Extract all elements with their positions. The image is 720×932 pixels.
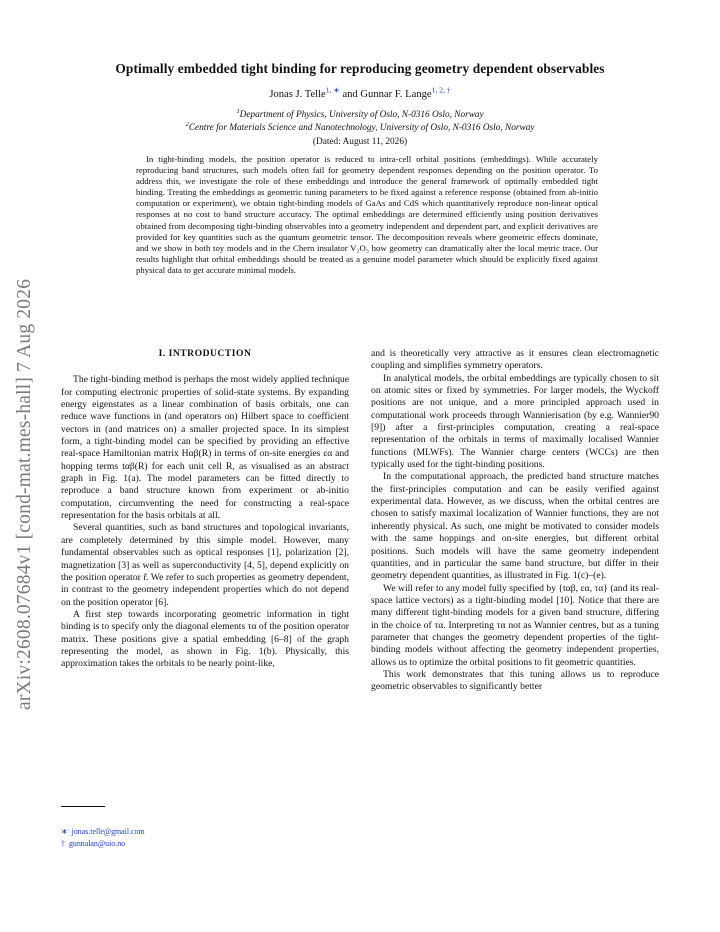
paragraph: In analytical models, the orbital embeddings are typically chosen to sit on atomic sites or fixed by symmetries. For larger models, the Wyckoff positions are not unique, and a more principled approach used in computational work proceeds through Wannierisation (by e.g. Wannier90 [9]) after a first-principles computation, creating a real-space representation of the orbitals in terms of maximally localised Wannier functions (MLWFs). The Wannier charge centers (WCCs) are then typically used for the tight-binding positions. xyxy=(371,372,659,471)
dated-line: (Dated: August 11, 2026) xyxy=(312,137,408,147)
footnote xyxy=(61,839,125,848)
paragraph: We will refer to any model fully specified by {tαβ, εα, τα} (and its real-space lattice vectors) as a tight-binding model [10]. Notice that there are many different tight-binding models for a given band structure, differing in the choice of τα. Interpreting τα not as Wannier centres, but as a tuning parameter that changes the geometry dependent properties of the tight-binding models without affecting the geometry independent properties, allows us to optimize the orbital positions to fit geometric quantities. xyxy=(371,582,659,668)
paper-title: Optimally embedded tight binding for reproducing geometry dependent observables xyxy=(115,61,605,76)
left-column xyxy=(61,348,349,671)
email-link[interactable]: jonas.telle@gmail.com xyxy=(71,827,145,836)
affiliation-mark: 1 xyxy=(236,107,240,115)
author-name: Gunnar F. Lange xyxy=(360,89,432,100)
author-name: Jonas J. Telle xyxy=(269,89,326,100)
footnote xyxy=(61,827,145,836)
authors-joiner: and xyxy=(342,89,358,100)
paragraph: This work demonstrates that this tuning allows us to reproduce geometric observables to significantly better xyxy=(371,668,659,693)
affiliation xyxy=(0,122,720,134)
footnote-rule xyxy=(61,806,105,807)
affiliation xyxy=(0,109,720,121)
paragraph: and is theoretically very attractive as it ensures clean electromagnetic coupling and simplifies symmetry operators. xyxy=(371,348,659,372)
paragraph: A first step towards incorporating geometric information in tight binding is to specify only the diagonal elements τα of the position operator matrix. These positions give a spatial embedding [6–8] of the graph representing the model, as shown in Fig. 1(b). Physically, this approximation takes the orbitals to be nearly point-like, xyxy=(61,608,349,670)
abstract: In tight-binding models, the position operator is reduced to intra-cell orbital positions (embeddings). While accurately reproducing band structures, such models often fail for geometry dependent responses depending on the position operator. To address this, we investigate the role of these embeddings and introduce the general framework of optimally embedded tight binding. Treating the embeddings as geometric tuning parameters to be fixed against a reference response (obtained from ab-initio computation or experiment), we obtain tight-binding models of GaAs and CdS which quantitatively reproduce non-linear optical responses at no cost to band structure accuracy. The optimal embeddings are determined efficiently using position derivatives obtained from decomposing tight-binding observables into a geometry independent and dependent part, and explicit derivatives are provided for key quantities such as the quantum geometric tensor. The decomposition reveals where geometric effects dominate, and we show in both toy models and in the Chern insulator V₂O₃ how geometry can dramatically alter the local metric trace. Our results highlight that orbital embeddings should be treated as a genuine model parameter which should be explicitly fixed against physical data to get accurate minimal models. xyxy=(136,154,598,275)
affiliation-text: Centre for Materials Science and Nanotechnology, University of Oslo, N-0316 Oslo, Norway xyxy=(188,123,535,133)
affiliation-text: Department of Physics, University of Oslo, N-0316 Oslo, Norway xyxy=(239,110,484,120)
author-marks: 1, 2, † xyxy=(431,85,451,95)
right-column xyxy=(371,348,659,694)
footnote-mark: ∗ xyxy=(61,827,68,836)
author-marks: 1, ∗ xyxy=(325,85,340,95)
section-heading: I. INTRODUCTION xyxy=(158,348,252,359)
paragraph: Several quantities, such as band structures and topological invariants, are completely determined by this simple model. However, many fundamental observables such as optical responses [1], polarization [2], magnetization [3] as well as superconductivity [4, 5], depend explicitly on the position operator r̂. We refer to such properties as geometry dependent, in contrast to the geometry independent properties which do not depend on the position operator [6]. xyxy=(61,522,349,608)
affiliation-mark: 2 xyxy=(185,120,189,128)
paragraph: The tight-binding method is perhaps the most widely applied technique for computing electronic properties of solid-state systems. By expanding energy eigenstates as a linear combination of basis orbitals, one can reduce wave functions in (and operators on) Hilbert space to coefficient vectors in (and matrices on) a smaller projected space. In its simplest form, a tight-binding model can be specified by providing an effective real-space Hamiltonian matrix Hαβ(R) in terms of on-site energies εα and hopping terms tαβ(R) for each unit cell R, as visualised as an abstract graph in Fig. 1(a). The model parameters can be fitted directly to reproduce a band structure known from experiment or ab-initio computation, circumventing the need for constructing a real-space representation for the basis orbitals at all. xyxy=(61,374,349,522)
paragraph: In the computational approach, the predicted band structure matches the first-principles computation and can be easily verified against experimental data. However, as we discuss, when the orbital centres are chosen to satisfy maximal localization of Wannier functions, they are not inherently physical. As such, one might be motivated to consider models with the same hoppings and on-site energies, but different orbital positions. Such models will have the same geometry independent quantities, and in particular the same band structure, but differ in their geometry dependent quantities, as illustrated in Fig. 1(c)–(e). xyxy=(371,471,659,582)
email-link[interactable]: gunnalan@uio.no xyxy=(68,839,126,848)
arxiv-side-label: arXiv:2608.07684v1 [cond-mat.mes-hall] 7 Aug 2026 xyxy=(14,278,35,710)
author-line xyxy=(0,85,720,100)
footnote-mark: † xyxy=(61,839,65,848)
